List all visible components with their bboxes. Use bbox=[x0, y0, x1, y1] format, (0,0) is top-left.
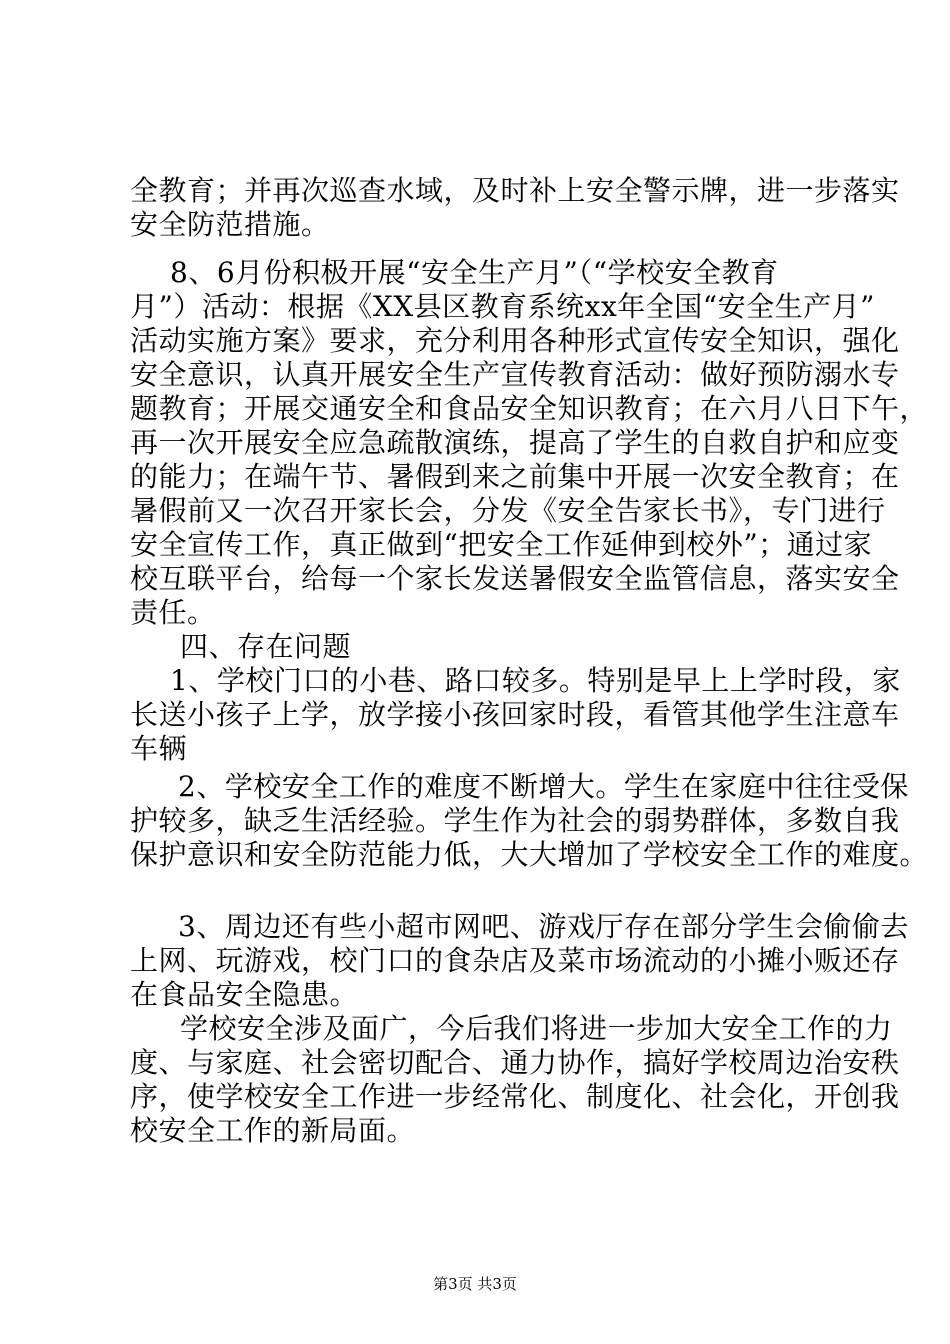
body-text-line: 活动实施方案》要求，充分利用各种形式宣传安全知识，强化 bbox=[130, 324, 900, 357]
body-text-line: 暑假前又一次召开家长会，分发《安全告家长书》，专门进行 bbox=[130, 494, 886, 527]
body-text-line: 的能力；在端午节、暑假到来之前集中开展一次安全教育；在 bbox=[130, 460, 900, 493]
body-text-line: 度、与家庭、社会密切配合、通力协作，搞好学校周边治安秩 bbox=[130, 1046, 900, 1079]
page-footer: 第3页 共3页 bbox=[433, 1275, 517, 1293]
body-text-line: 8、6月份积极开展“安全生产月”（“学校安全教育 bbox=[170, 256, 779, 289]
body-text-line: 3、周边还有些小超市网吧、游戏厅存在部分学生会偷偷去 bbox=[178, 910, 909, 943]
body-text-line: 全教育；并再次巡查水域，及时补上安全警示牌，进一步落实 bbox=[130, 174, 900, 207]
body-text-line: 校互联平台，给每一个家长发送暑假安全监管信息，落实安全 bbox=[130, 562, 900, 595]
body-text-line: 再一次开展安全应急疏散演练，提高了学生的自救自护和应变 bbox=[130, 426, 900, 459]
body-text-line: 安全意识，认真开展安全生产宣传教育活动：做好预防溺水专 bbox=[130, 358, 900, 391]
body-text-line: 月”）活动：根据《XX县区教育系统xx年全国“安全生产月” bbox=[130, 290, 875, 323]
body-text-line: 护较多，缺乏生活经验。学生作为社会的弱势群体，多数自我 bbox=[130, 804, 900, 837]
body-text-line: 序，使学校安全工作进一步经常化、制度化、社会化，开创我 bbox=[130, 1080, 900, 1113]
body-text-line: 校安全工作的新局面。 bbox=[130, 1114, 416, 1147]
body-text-line: 2、学校安全工作的难度不断增大。学生在家庭中往往受保 bbox=[178, 770, 909, 803]
body-text-line: 责任。 bbox=[130, 596, 216, 629]
body-text-line: 安全宣传工作，真正做到“把安全工作延伸到校外”；通过家 bbox=[130, 528, 873, 561]
body-text-line: 车辆 bbox=[130, 732, 188, 765]
body-text-line: 长送小孩子上学，放学接小孩回家时段，看管其他学生注意车 bbox=[130, 698, 900, 731]
body-text-line: 学校安全涉及面广，今后我们将进一步加大安全工作的力 bbox=[180, 1012, 893, 1045]
body-text-line: 上网、玩游戏，校门口的食杂店及菜市场流动的小摊小贩还存 bbox=[130, 944, 900, 977]
body-text-line: 题教育；开展交通安全和食品安全知识教育；在六月八日下午， bbox=[130, 392, 929, 425]
section-heading: 四、存在问题 bbox=[180, 630, 352, 663]
body-text-line: 安全防范措施。 bbox=[130, 208, 330, 241]
body-text-line: 保护意识和安全防范能力低，大大增加了学校安全工作的难度。 bbox=[130, 838, 929, 871]
body-text-line: 在食品安全隐患。 bbox=[130, 978, 359, 1011]
body-text-line: 1、学校门口的小巷、路口较多。特别是早上上学时段，家 bbox=[170, 664, 901, 697]
